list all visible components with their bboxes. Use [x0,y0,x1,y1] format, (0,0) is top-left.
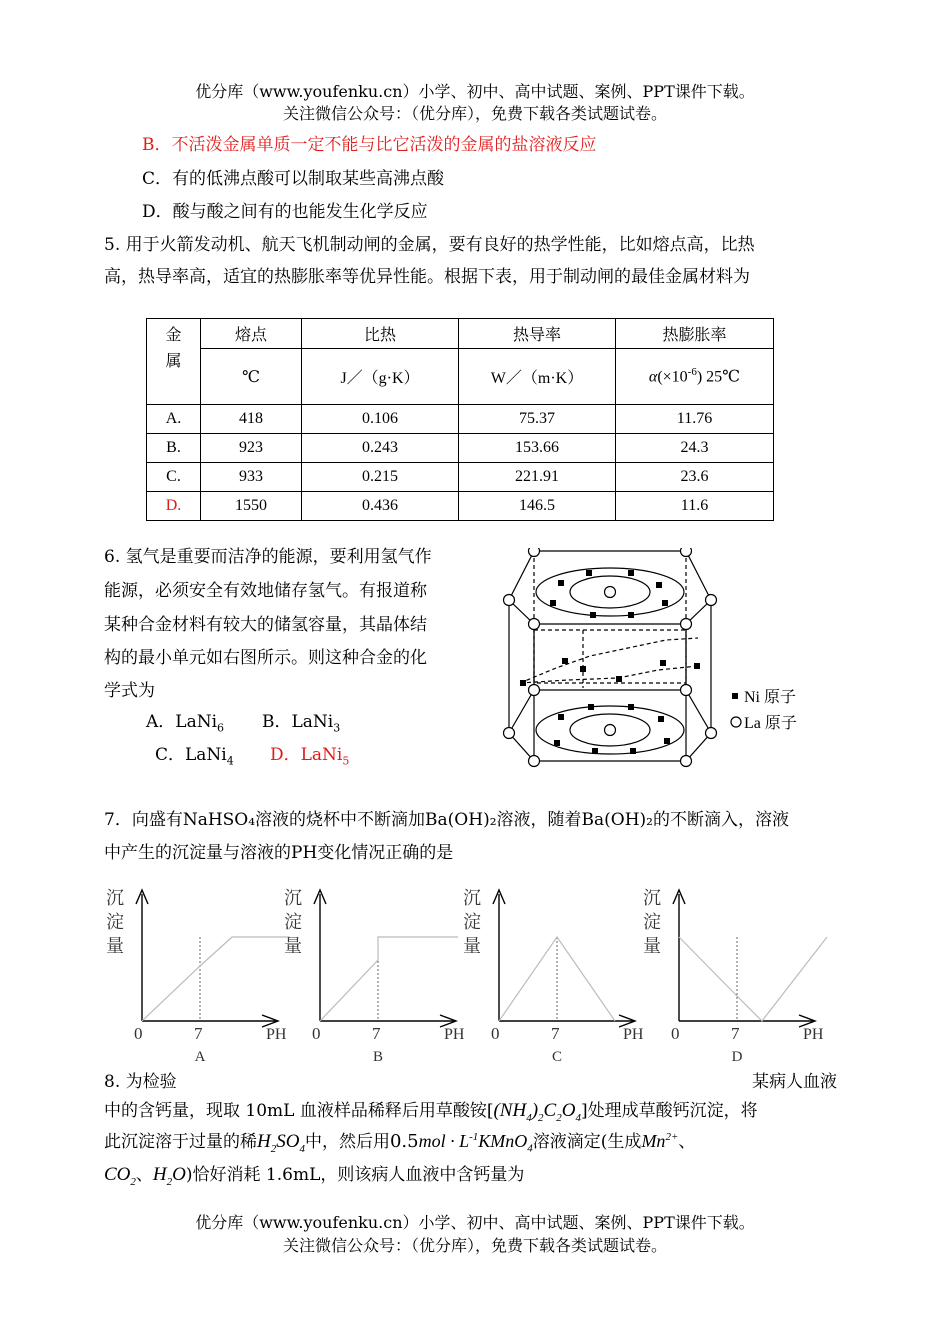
y-label: 沉 [463,888,481,908]
header-heat: 比热 [302,319,459,349]
y-label: 淀 [463,912,481,932]
header-cond: 热导率 [459,319,616,349]
ni-legend-icon [732,693,738,699]
y-label: 量 [106,936,124,956]
ph-tick-label: 7 [551,1024,560,1043]
crystal-structure-diagram [498,548,828,770]
y-label: 淀 [643,912,661,932]
origin-label: 0 [671,1024,680,1043]
y-label: 沉 [106,888,124,908]
legend-ni: Ni 原子 [744,689,797,706]
q4-option-c: C．有的低沸点酸可以制取某些高沸点酸 [142,169,445,189]
header-melt: 熔点 [201,319,302,349]
q7-line-1: 7．向盛有NaHSO₄溶液的烧杯中不断滴加Ba(OH)₂溶液，随着Ba(OH)₂的不断滴入，溶液 [104,810,789,830]
header-exp: 热膨胀率 [616,319,774,349]
q8-line-2: 中的含钙量，现取 10mL 血液样品稀释后用草酸铵$[(NH_4)_2C_2O_4]$处理成草酸钙沉淀，将 [104,1100,758,1124]
x-label: PH [444,1026,465,1043]
table-row: A. 418 0.106 75.37 11.76 [147,405,774,434]
graph-label: A [194,1049,206,1065]
y-label: 量 [284,936,302,956]
q5-line-1: 5. 用于火箭发动机、航天飞机制动闸的金属，要有良好的热学性能，比如熔点高，比热 [104,235,755,255]
y-label: 沉 [284,888,302,908]
q6-option-b: B．LaNi$_3$ [262,712,341,735]
q8-line-4: $CO_2$、$H_2O$)恰好消耗 1.6mL，则该病人血液中含钙量为 [104,1164,525,1188]
q6-line-3: 某种合金材料有较大的储氢容量，其晶体结 [104,615,427,635]
y-label: 淀 [106,912,124,932]
precipitate-curve [142,937,290,1021]
origin-label: 0 [134,1024,143,1043]
y-label: 量 [463,936,481,956]
footer-line-1: 优分库（www.youfenku.cn）小学、初中、高中试题、案例、PPT课件下载。 [195,1213,755,1232]
x-label: PH [623,1026,644,1043]
precipitate-curve [320,937,458,1021]
q7-graphs [100,880,840,1065]
q6-line-4: 构的最小单元如右图所示。则这种合金的化 [104,648,427,668]
q6-line-2: 能源，必须安全有效地储存氢气。有报道称 [104,581,427,601]
header-metal: 金 属 [147,319,201,405]
unit-exp: $\alpha(\times 10^{-6})$ 25℃ [616,349,774,405]
q5-line-2: 高，热导率高，适宜的热膨胀率等优异性能。根据下表，用于制动闸的最佳金属材料为 [104,267,750,287]
q8-line-3: 此沉淀溶于过量的稀$H_2SO_4$中，然后用$0.5mol \cdot L^{-1}KMnO_4$溶液滴定(生成$Mn^{2+}$、 [104,1131,696,1155]
ph-tick-label: 7 [194,1024,203,1043]
unit-melt: ℃ [201,349,302,405]
footer-line-2: 关注微信公众号：（优分库），免费下载各类试题试卷。 [282,1236,667,1255]
q6-option-c: C．LaNi$_4$ [155,745,234,768]
graph-label: D [731,1049,743,1065]
header-line-2: 关注微信公众号：（优分库），免费下载各类试题试卷。 [282,104,667,123]
q6-line-1: 6. 氢气是重要而洁净的能源，要利用氢气作 [104,547,432,567]
table-row: D. 1550 0.436 146.5 11.6 [147,492,774,521]
la-legend-icon [731,717,741,727]
q4-option-d: D．酸与酸之间有的也能发生化学反应 [142,202,428,222]
table-row: B. 923 0.243 153.66 24.3 [147,434,774,463]
q8-line-1b: 某病人血液 [752,1072,837,1092]
origin-label: 0 [491,1024,500,1043]
x-label: PH [266,1026,287,1043]
origin-label: 0 [312,1024,321,1043]
x-label: PH [803,1026,824,1043]
q4-option-b: B．不活泼金属单质一定不能与比它活泼的金属的盐溶液反应 [142,135,597,155]
graph-label: C [551,1049,563,1065]
y-label: 沉 [643,888,661,908]
q7-line-2: 中产生的沉淀量与溶液的PH变化情况正确的是 [104,843,454,863]
y-label: 淀 [284,912,302,932]
y-label: 量 [643,936,661,956]
q8-line-1a: 8. 为检验 [104,1072,177,1092]
graph-label: B [372,1049,384,1065]
table-row: C. 933 0.215 221.91 23.6 [147,463,774,492]
ph-tick-label: 7 [372,1024,381,1043]
unit-heat: J／（g·K） [302,349,459,405]
unit-cond: W／（m·K） [459,349,616,405]
precipitate-curve [679,937,827,1021]
header-line-1: 优分库（www.youfenku.cn）小学、初中、高中试题、案例、PPT课件下载。 [195,82,755,101]
q6-option-a: A．LaNi$_6$ [146,712,225,735]
metal-properties-table [146,318,774,521]
legend-la: La 原子 [744,715,797,732]
ph-tick-label: 7 [731,1024,740,1043]
q6-option-d: D．LaNi$_5$ [270,745,350,768]
q6-line-5: 学式为 [104,681,155,701]
